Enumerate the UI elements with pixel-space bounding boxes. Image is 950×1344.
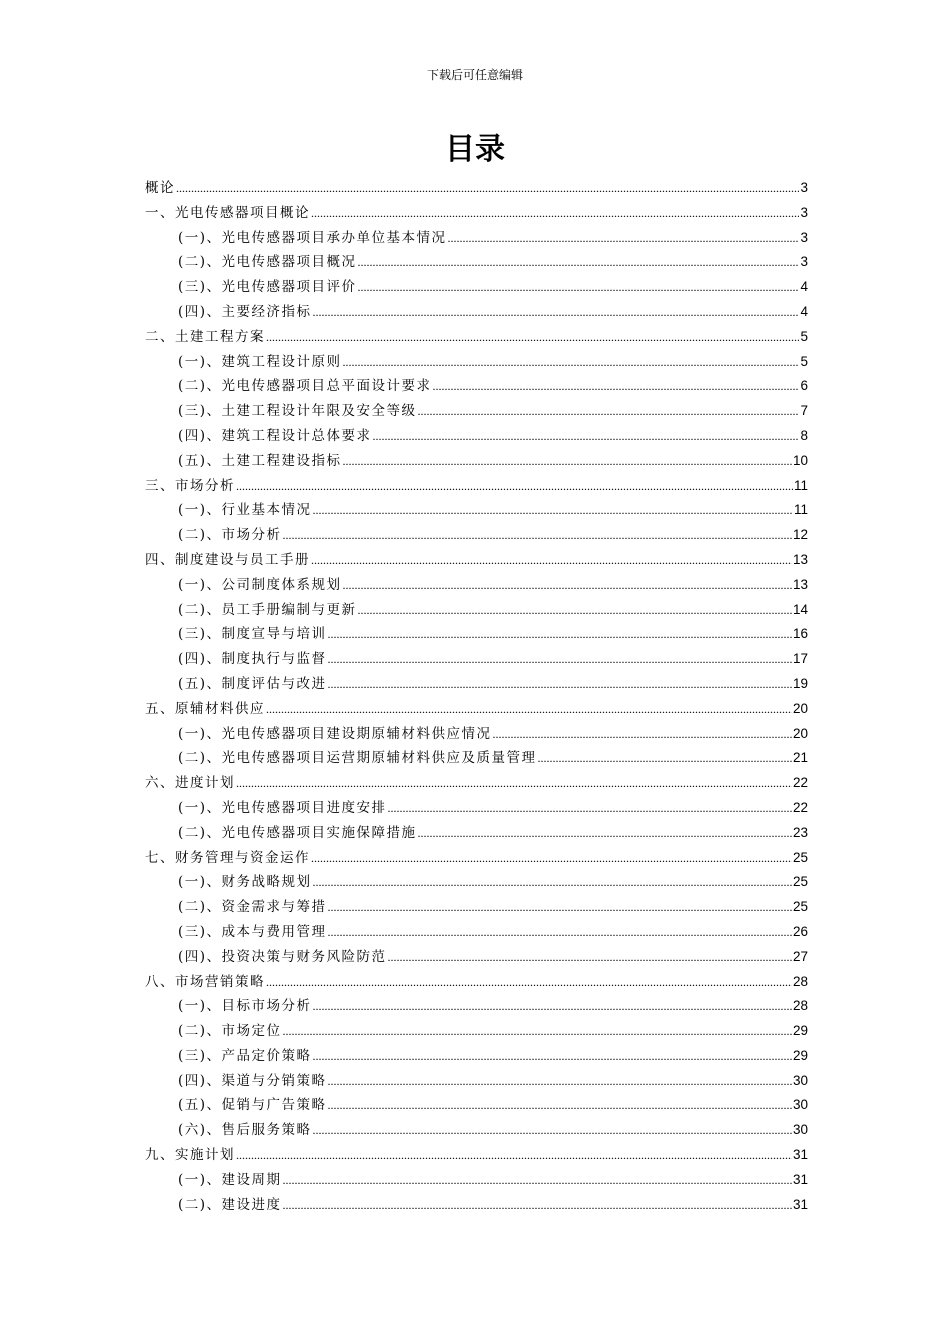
toc-entry-page-number: 30 — [792, 1122, 808, 1138]
toc-subentry[interactable] — [145, 226, 808, 251]
toc-entry-label: 二、土建工程方案 — [145, 328, 265, 345]
dot-leader — [328, 1069, 792, 1094]
toc-entry-label: (二)、光电传感器项目总平面设计要求 — [178, 378, 432, 395]
toc-entry-page-number: 28 — [792, 998, 808, 1014]
toc-entry-label: (一)、行业基本情况 — [178, 502, 312, 519]
toc-entry-page-number: 20 — [792, 725, 808, 741]
toc-entry-page-number: 28 — [792, 973, 808, 989]
dot-leader — [343, 449, 792, 474]
dot-leader — [313, 1118, 792, 1143]
toc-entry-label: (一)、财务战略规划 — [178, 874, 312, 891]
toc-entry-label: (二)、建设进度 — [178, 1196, 282, 1213]
toc-entry[interactable] — [145, 548, 808, 573]
toc-subentry[interactable] — [145, 672, 808, 697]
toc-entry-label: (五)、土建工程建设指标 — [178, 452, 342, 469]
toc-entry-page-number: 22 — [792, 775, 808, 791]
toc-entry-label: 六、进度计划 — [145, 775, 235, 792]
toc-entry-label: (一)、建设周期 — [178, 1171, 282, 1188]
toc-entry-label: (四)、主要经济指标 — [178, 303, 312, 320]
toc-subentry[interactable] — [145, 399, 808, 424]
toc-entry-label: 一、光电传感器项目概论 — [145, 204, 310, 221]
toc-entry-page-number: 20 — [792, 700, 808, 716]
toc-subentry[interactable] — [145, 994, 808, 1019]
toc-entry-label: 四、制度建设与员工手册 — [145, 551, 310, 568]
table-of-contents — [145, 176, 808, 1217]
dot-leader — [418, 821, 792, 846]
toc-entry-label: 九、实施计划 — [145, 1147, 235, 1164]
dot-leader — [358, 598, 792, 623]
toc-subentry[interactable] — [145, 622, 808, 647]
toc-entry-page-number: 19 — [792, 675, 808, 691]
toc-subentry[interactable] — [145, 1168, 808, 1193]
dot-leader — [236, 771, 792, 796]
toc-entry-label: (三)、土建工程设计年限及安全等级 — [178, 403, 417, 420]
toc-entry-page-number: 7 — [800, 403, 808, 419]
toc-entry-page-number: 27 — [792, 948, 808, 964]
toc-entry-page-number: 14 — [792, 601, 808, 617]
toc-subentry[interactable] — [145, 945, 808, 970]
toc-entry[interactable] — [145, 1143, 808, 1168]
toc-subentry[interactable] — [145, 796, 808, 821]
dot-leader — [343, 350, 800, 375]
dot-leader — [266, 325, 799, 350]
toc-entry-page-number: 31 — [792, 1196, 808, 1212]
dot-leader — [266, 697, 792, 722]
dot-leader — [328, 920, 792, 945]
toc-entry[interactable] — [145, 970, 808, 995]
toc-entry-label: (一)、光电传感器项目建设期原辅材料供应情况 — [178, 725, 492, 742]
toc-entry-page-number: 30 — [792, 1097, 808, 1113]
toc-entry-label: (一)、目标市场分析 — [178, 998, 312, 1015]
dot-leader — [283, 523, 792, 548]
toc-subentry[interactable] — [145, 1019, 808, 1044]
dot-leader — [358, 250, 800, 275]
dot-leader — [283, 1168, 792, 1193]
toc-subentry[interactable] — [145, 1069, 808, 1094]
dot-leader — [313, 994, 792, 1019]
toc-entry-page-number: 29 — [792, 1023, 808, 1039]
dot-leader — [328, 895, 792, 920]
toc-title: 目录 — [445, 132, 505, 167]
toc-entry-page-number: 8 — [800, 427, 808, 443]
toc-subentry[interactable] — [145, 598, 808, 623]
dot-leader — [311, 846, 792, 871]
toc-subentry[interactable] — [145, 498, 808, 523]
dot-leader — [313, 1044, 792, 1069]
toc-subentry[interactable] — [145, 424, 808, 449]
toc-entry-page-number: 25 — [792, 849, 808, 865]
toc-entry-label: (四)、渠道与分销策略 — [178, 1072, 327, 1089]
toc-entry-page-number: 4 — [800, 303, 808, 319]
dot-leader — [313, 300, 800, 325]
dot-leader — [311, 201, 799, 226]
toc-entry-label: (一)、公司制度体系规划 — [178, 576, 342, 593]
toc-entry-page-number: 25 — [792, 899, 808, 915]
toc-entry[interactable] — [145, 846, 808, 871]
dot-leader — [236, 474, 793, 499]
toc-subentry[interactable] — [145, 870, 808, 895]
toc-entry-label: (二)、光电传感器项目实施保障措施 — [178, 824, 417, 841]
dot-leader — [433, 374, 800, 399]
header-note: 下载后可任意编辑 — [426, 68, 523, 82]
toc-entry-page-number: 3 — [800, 180, 808, 195]
toc-entry-page-number: 25 — [792, 874, 808, 890]
toc-subentry[interactable] — [145, 350, 808, 375]
toc-entry-page-number: 21 — [792, 750, 808, 766]
dot-leader — [283, 1193, 792, 1218]
toc-entry-page-number: 3 — [800, 229, 808, 245]
toc-subentry[interactable] — [145, 722, 808, 747]
dot-leader — [311, 548, 792, 573]
toc-entry-label: (六)、售后服务策略 — [178, 1122, 312, 1139]
toc-entry[interactable] — [145, 325, 808, 350]
toc-entry-page-number: 30 — [792, 1072, 808, 1088]
dot-leader — [358, 275, 800, 300]
toc-entry-page-number: 3 — [800, 204, 808, 220]
toc-entry-page-number: 13 — [792, 551, 808, 567]
toc-subentry[interactable] — [145, 895, 808, 920]
dot-leader — [328, 647, 792, 672]
dot-leader — [448, 226, 800, 251]
toc-subentry[interactable] — [145, 275, 808, 300]
toc-entry-label: (五)、促销与广告策略 — [178, 1097, 327, 1114]
toc-entry-label: (四)、建筑工程设计总体要求 — [178, 427, 372, 444]
toc-entry-label: (三)、制度宣导与培训 — [178, 626, 327, 643]
toc-entry-page-number: 11 — [793, 502, 808, 518]
toc-entry[interactable] — [145, 771, 808, 796]
toc-entry-label: (三)、成本与费用管理 — [178, 923, 327, 940]
toc-entry[interactable] — [145, 176, 808, 201]
toc-entry-label: (二)、市场定位 — [178, 1023, 282, 1040]
toc-entry-label: (三)、光电传感器项目评价 — [178, 279, 357, 296]
toc-entry[interactable] — [145, 201, 808, 226]
toc-entry-page-number: 29 — [792, 1047, 808, 1063]
dot-leader — [343, 573, 792, 598]
toc-subentry[interactable] — [145, 1093, 808, 1118]
toc-entry-page-number: 5 — [800, 328, 808, 344]
toc-subentry[interactable] — [145, 374, 808, 399]
toc-entry-label: (二)、光电传感器项目概况 — [178, 254, 357, 271]
toc-entry-page-number: 16 — [792, 626, 808, 642]
toc-subentry[interactable] — [145, 920, 808, 945]
toc-entry-label: 三、市场分析 — [145, 477, 235, 494]
toc-subentry[interactable] — [145, 250, 808, 275]
toc-entry-page-number: 17 — [792, 651, 808, 667]
dot-leader — [313, 498, 793, 523]
toc-subentry[interactable] — [145, 573, 808, 598]
dot-leader — [538, 746, 792, 771]
toc-entry-label: (四)、投资决策与财务风险防范 — [178, 948, 387, 965]
toc-entry[interactable] — [145, 697, 808, 722]
toc-entry-label: (一)、光电传感器项目承办单位基本情况 — [178, 229, 447, 246]
toc-entry-page-number: 6 — [800, 378, 808, 394]
dot-leader — [493, 722, 792, 747]
toc-entry-page-number: 26 — [792, 923, 808, 939]
toc-subentry[interactable] — [145, 1193, 808, 1218]
toc-entry-label: (二)、资金需求与筹措 — [178, 899, 327, 916]
dot-leader — [328, 622, 792, 647]
toc-entry-label: 五、原辅材料供应 — [145, 700, 265, 717]
toc-subentry[interactable] — [145, 1118, 808, 1143]
toc-entry-page-number: 31 — [792, 1171, 808, 1187]
dot-leader — [373, 424, 800, 449]
dot-leader — [283, 1019, 792, 1044]
toc-entry-label: (三)、产品定价策略 — [178, 1047, 312, 1064]
toc-subentry[interactable] — [145, 523, 808, 548]
toc-entry-page-number: 31 — [792, 1147, 808, 1163]
toc-entry-label: 七、财务管理与资金运作 — [145, 849, 310, 866]
toc-entry-page-number: 22 — [792, 799, 808, 815]
toc-entry-page-number: 10 — [792, 452, 808, 468]
toc-entry-label: (二)、市场分析 — [178, 527, 282, 544]
toc-entry-page-number: 11 — [793, 477, 808, 493]
toc-entry-label: 概论 — [145, 180, 175, 196]
toc-subentry[interactable] — [145, 449, 808, 474]
toc-entry-label: 八、市场营销策略 — [145, 973, 265, 990]
dot-leader — [176, 176, 799, 201]
toc-entry-page-number: 3 — [800, 254, 808, 270]
dot-leader — [388, 796, 792, 821]
toc-subentry[interactable] — [145, 300, 808, 325]
toc-entry-label: (五)、制度评估与改进 — [178, 675, 327, 692]
toc-entry-label: (四)、制度执行与监督 — [178, 651, 327, 668]
toc-subentry[interactable] — [145, 1044, 808, 1069]
toc-entry-page-number: 13 — [792, 576, 808, 592]
toc-entry-label: (二)、光电传感器项目运营期原辅材料供应及质量管理 — [178, 750, 537, 767]
dot-leader — [266, 970, 792, 995]
dot-leader — [328, 1093, 792, 1118]
dot-leader — [236, 1143, 792, 1168]
toc-entry-page-number: 4 — [800, 279, 808, 295]
toc-entry[interactable] — [145, 474, 808, 499]
toc-entry-page-number: 5 — [800, 353, 808, 369]
toc-subentry[interactable] — [145, 647, 808, 672]
toc-entry-label: (二)、员工手册编制与更新 — [178, 601, 357, 618]
toc-subentry[interactable] — [145, 821, 808, 846]
toc-entry-label: (一)、光电传感器项目进度安排 — [178, 799, 387, 816]
toc-subentry[interactable] — [145, 746, 808, 771]
toc-entry-page-number: 12 — [792, 527, 808, 543]
toc-entry-label: (一)、建筑工程设计原则 — [178, 353, 342, 370]
dot-leader — [328, 672, 792, 697]
dot-leader — [313, 870, 792, 895]
toc-entry-page-number: 23 — [792, 824, 808, 840]
dot-leader — [388, 945, 792, 970]
dot-leader — [418, 399, 800, 424]
